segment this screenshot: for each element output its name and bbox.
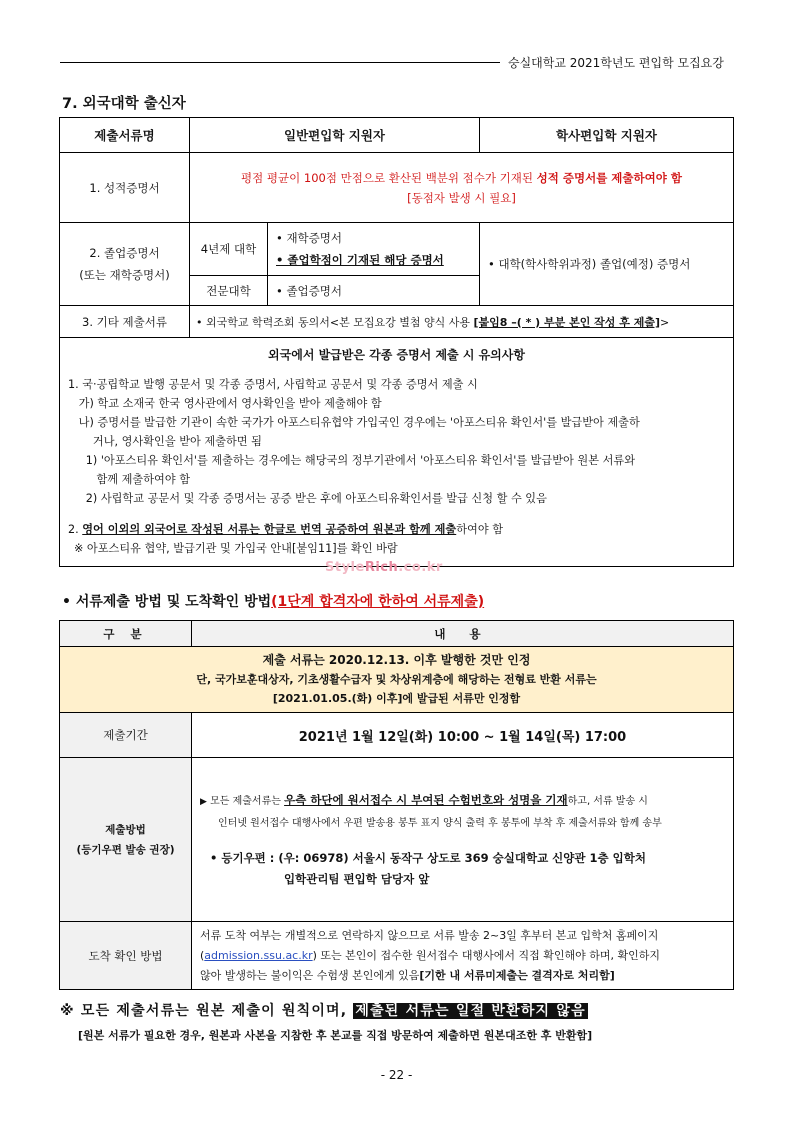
sub-college-doc: • 졸업증명서 — [268, 276, 480, 306]
period-value: 2021년 1월 12일(화) 10:00 ~ 1월 14일(목) 17:00 — [192, 713, 734, 758]
transcript-text-a: 평점 평균이 100점 만점으로 환산된 백분위 점수가 기재된 — [241, 170, 537, 185]
row-transcript-content — [190, 153, 734, 223]
method-bullet-1 — [200, 790, 733, 813]
graduation-label-a: 2. 졸업증명서 — [89, 246, 160, 260]
l2-b: ) 또는 본인이 접수한 원서접수 대행사에서 직접 확인해야 하며, 확인하지 — [312, 948, 661, 962]
col-general: 일반편입학 지원자 — [190, 118, 480, 153]
method-bullet-1-cont: 인터넷 원서접수 대행사에서 우편 발송용 봉투 표지 양식 출력 후 봉투에 부착 후 제출서류와 함께 송부 — [218, 817, 662, 829]
caution-note: ※ 아포스티유 협약, 발급기관 및 가입국 안내[붙임11]를 확인 바람 — [74, 542, 398, 555]
section-title-submit — [62, 591, 484, 611]
original-docs-subnotice: [원본 서류가 필요한 경우, 원본과 사본을 지참한 후 본교를 직접 방문하여 제출하면 원본대조한 후 반환함] — [78, 1029, 593, 1042]
caution-line: 거나, 영사확인을 받아 제출하면 됨 — [68, 435, 262, 448]
submit-title-b: (1단계 합격자에 한하여 서류제출) — [271, 594, 485, 610]
col-doc-name: 제출서류명 — [60, 118, 190, 153]
section-title-foreign: 7. 외국대학 출신자 — [62, 96, 186, 112]
method-bullet-2-cont: 입학관리팀 편입학 담당자 앞 — [284, 871, 430, 886]
b1-b: 우측 하단에 원서접수 시 부여된 수험번호와 성명을 기재 — [284, 792, 568, 807]
l3-a: 않아 발생하는 불이익은 수험생 본인에게 있음 — [200, 968, 420, 982]
row-graduation-label — [60, 223, 190, 306]
method-label-a: 제출방법 — [105, 823, 146, 836]
notice-b: 제출된 서류는 일절 반환하지 않음 — [355, 1003, 586, 1019]
caution-line: 2) 사립학교 공문서 및 각종 증명서는 공증 받은 후에 아포스티유확인서를 발급 신청 할 수 있음 — [68, 492, 547, 505]
b1-c: 하고, 서류 발송 시 — [567, 795, 648, 807]
b1-a: 모든 제출서류는 — [210, 795, 285, 807]
row-transcript-label: 1. 성적증명서 — [60, 153, 190, 223]
transcript-text-b: 성적 증명서를 제출하여야 함 — [536, 170, 682, 185]
doc-enrollment: • 재학증명서 — [276, 231, 342, 245]
caution-line: 나) 증명서를 발급한 기관이 속한 국가가 아포스티유협약 가입국인 경우에는 '아포스티유 확인서'를 발급받아 제출하 — [68, 416, 640, 429]
l2-a: ( — [200, 948, 205, 962]
other-text-a: • 외국학교 학력조회 동의서<본 모집요강 별첨 양식 사용 — [196, 315, 474, 329]
caution-line: 1. 국·공립학교 발행 공문서 및 각종 증명서, 사립학교 공문서 및 각종 증명서 제출 시 — [68, 378, 478, 391]
notice-line-3: [2021.01.05.(화) 이후]에 발급된 서류만 인정함 — [272, 692, 521, 705]
sub-4year: 4년제 대학 — [190, 223, 268, 276]
sub-college: 전문대학 — [190, 276, 268, 306]
other-text-b: [붙임8 –( * ) 부분 본인 작성 후 제출] — [473, 315, 660, 329]
cautions-title: 외국에서 발급받은 각종 증명서 제출 시 유의사항 — [268, 348, 525, 362]
other-text-c: > — [660, 315, 670, 329]
col-bachelor: 학사편입학 지원자 — [480, 118, 734, 153]
cautions-box — [60, 338, 734, 567]
notice-a: ※ 모든 제출서류는 원본 제출이 원칙이며, — [60, 1003, 354, 1019]
original-docs-notice — [60, 1000, 588, 1020]
arrival-line-2 — [200, 946, 733, 966]
method-bullet-2: • 등기우편 : (우: 06978) 서울시 동작구 상도로 369 숭실대학교 신양관 1층 입학처 — [210, 850, 646, 865]
caution-line: 함께 제출하여야 함 — [68, 473, 191, 486]
arrival-line-1: 서류 도착 여부는 개별적으로 연락하지 않으므로 서류 발송 2~3일 후부터 본교 입학처 홈페이지 — [200, 928, 659, 942]
method-label — [60, 758, 192, 922]
l3-b: [기한 내 서류미제출는 결격자로 처리함] — [419, 968, 615, 982]
watermark-logo — [325, 560, 443, 575]
triangle-icon: ▶ — [200, 796, 207, 807]
watermark-c: .co.kr — [398, 560, 443, 575]
doc-credits: • 졸업학점이 기재된 해당 증명서 — [276, 253, 444, 267]
header-rule — [60, 62, 500, 63]
item2-emph: 영어 이외의 외국어로 작성된 서류는 한글로 번역 공증하여 원본과 함께 제출 — [82, 523, 457, 536]
method-label-b: (등기우편 발송 권장) — [76, 843, 175, 856]
page-number: - 22 - — [380, 1068, 413, 1082]
watermark-a: Style — [325, 560, 365, 575]
row-other-content — [190, 306, 734, 338]
notice-line-1: 제출 서류는 2020.12.13. 이후 발행한 것만 인정 — [262, 653, 531, 667]
period-label: 제출기간 — [60, 713, 192, 758]
transcript-text-c: [동점자 발생 시 필요] — [407, 190, 516, 205]
arrival-label: 도착 확인 방법 — [60, 922, 192, 990]
arrival-content — [192, 922, 734, 990]
notice-line-2: 단, 국가보훈대상자, 기초생활수급자 및 차상위계층에 해당하는 전형료 반환 서류는 — [196, 673, 597, 686]
col-content: 내 용 — [192, 621, 734, 647]
row-other-label: 3. 기타 제출서류 — [60, 306, 190, 338]
watermark-b: Rich — [364, 560, 399, 575]
bachelor-docs: • 대학(학사학위과정) 졸업(예정) 증명서 — [480, 223, 734, 306]
sub-4year-docs — [268, 223, 480, 276]
caution-item2 — [68, 520, 725, 539]
header-title: 숭실대학교 2021학년도 편입학 모집요강 — [508, 56, 724, 70]
col-category: 구 분 — [60, 621, 192, 647]
notice-box — [60, 647, 734, 713]
item2-prefix: 2. — [68, 523, 83, 536]
method-content — [192, 758, 734, 922]
arrival-line-3 — [200, 966, 733, 986]
admission-link[interactable]: admission.ssu.ac.kr — [204, 948, 313, 962]
submit-title-a: • 서류제출 방법 및 도착확인 방법 — [62, 594, 272, 610]
foreign-docs-table — [59, 117, 734, 567]
item2-suffix: 하여야 함 — [456, 523, 504, 536]
submission-table — [59, 620, 734, 990]
caution-line: 1) '아포스티유 확인서'를 제출하는 경우에는 해당국의 정부기관에서 '아포스티유 확인서'를 발급받아 원본 서류와 — [68, 454, 636, 467]
caution-line: 가) 학교 소재국 한국 영사관에서 영사확인을 받아 제출해야 함 — [68, 397, 382, 410]
graduation-label-b: (또는 재학증명서) — [79, 268, 170, 282]
